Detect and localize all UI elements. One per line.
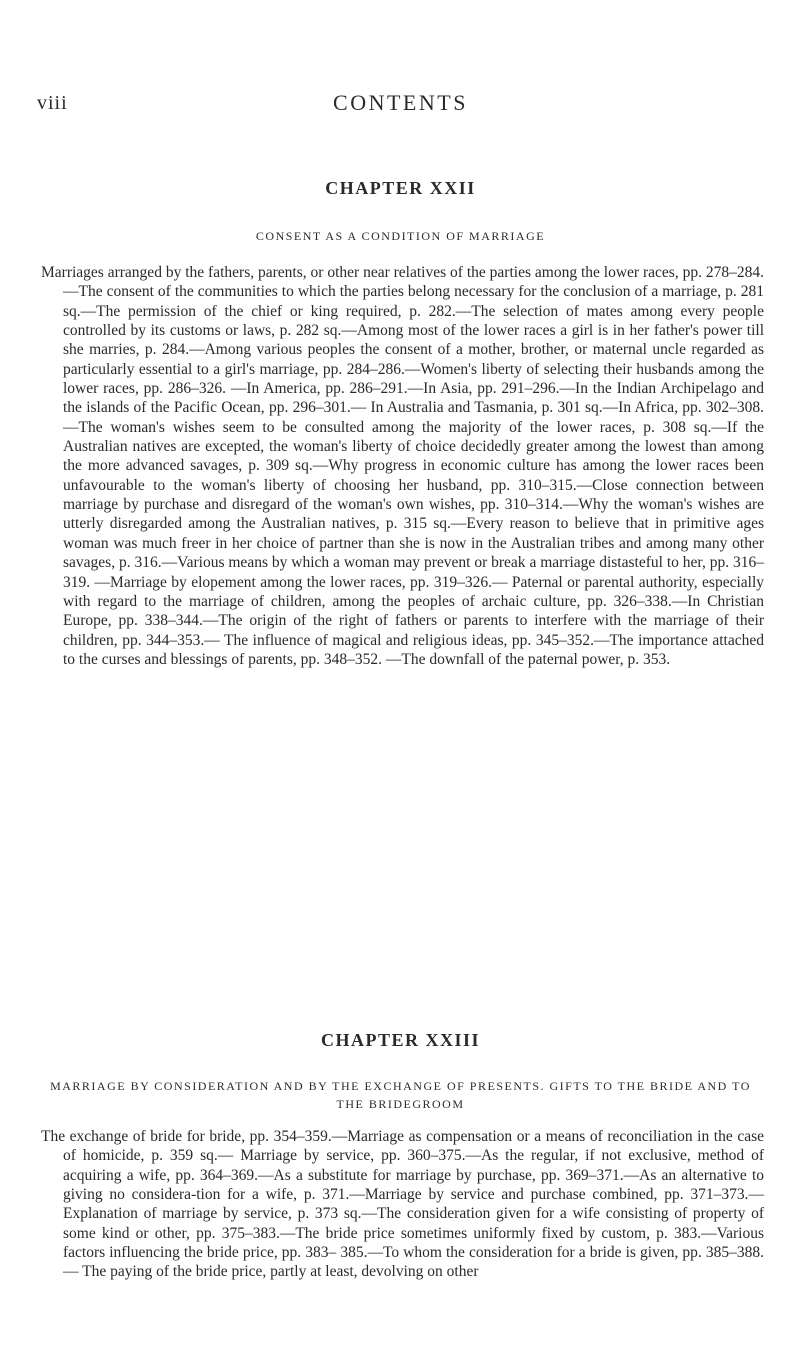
chapter-xxii: [0, 178, 801, 669]
page-number: viii: [37, 92, 68, 114]
chapter-title: CHAPTER XXII: [325, 178, 476, 198]
chapter-title: CHAPTER XXIII: [320, 1030, 481, 1050]
chapter-subtitle: MARRIAGE BY CONSIDERATION AND BY THE EXCHANGE OF PRESENTS. GIFTS TO THE BRIDE AND TO THE BRIDEGROOM: [50, 1079, 751, 1111]
chapter-summary: The exchange of bride for bride, pp. 354–359.—Marriage as compensation or a means of reconciliation in the case of homicide, p. 359 sq.— Marriage by service, pp. 360–375.—As the regular, if not exclusive, method of acquiring a wife, pp. 364–369.—As a substitute for marriage by purchase, pp. 369–371.—As an alternative to giving no considera-tion for a wife, p. 371.—Marriage by service and purchase combined, pp. 371–373.—Explanation of marriage by service, p. 373 sq.—The consideration given for a wife consisting of property of some kind or other, pp. 375–383.—The bride price sometimes uniformly fixed by custom, p. 383.—Various factors influencing the bride price, pp. 383– 385.—To whom the consideration for a bride is given, pp. 385–388.— The paying of the bride price, partly at least, devolving on other: [41, 1128, 764, 1281]
page-header: [0, 90, 801, 120]
chapter-xxiii: [0, 1030, 801, 1282]
chapter-subtitle: CONSENT AS A CONDITION OF MARRIAGE: [255, 229, 546, 243]
chapter-summary: Marriages arranged by the fathers, parents, or other near relatives of the parties among the lower races, pp. 278–284.—The consent of the communities to which the parties belong necessary for the conclusion of a marriage, p. 281 sq.—The permission of the chief or king required, p. 282.—The selection of mates among every people controlled by its customs or laws, p. 282 sq.—Among most of the lower races a girl is in her father's power till she marries, p. 284.—Among various peoples the consent of a mother, brother, or maternal uncle regarded as particularly essential to a girl's marriage, pp. 284–286.—Women's liberty of selecting their husbands among the lower races, pp. 286–326. —In America, pp. 286–291.—In Asia, pp. 291–296.—In the Indian Archipelago and the islands of the Pacific Ocean, pp. 296–301.— In Australia and Tasmania, p. 301 sq.—In Africa, pp. 302–308.—The woman's wishes seem to be consulted among the majority of the lower races, p. 308 sq.—If the Australian natives are excepted, the woman's liberty of choice decidedly greater among the lowest than among the more advanced savages, p. 309 sq.—Why progress in economic culture has among the lower races been unfavourable to the woman's liberty of choosing her husband, pp. 310–315.—Close connection between marriage by purchase and disregard of the woman's own wishes, pp. 310–314.—Why the woman's wishes are utterly disregarded among the Australian natives, p. 315 sq.—Every reason to believe that in primitive ages woman was much freer in her choice of partner than she is now in the Australian tribes and among many other savages, p. 316.—Various means by which a woman may prevent or break a marriage distasteful to her, pp. 316–319. —Marriage by elopement among the lower races, pp. 319–326.— Paternal or parental authority, especially with regard to the marriage of children, among the peoples of archaic culture, pp. 326–338.—In Christian Europe, pp. 338–344.—The origin of the right of fathers or parents to interfere with the marriage of their children, pp. 344–353.— The influence of magical and religious ideas, pp. 345–352.—The importance attached to the curses and blessings of parents, pp. 348–352. —The downfall of the paternal power, p. 353.: [41, 264, 764, 668]
running-head: CONTENTS: [333, 90, 468, 115]
